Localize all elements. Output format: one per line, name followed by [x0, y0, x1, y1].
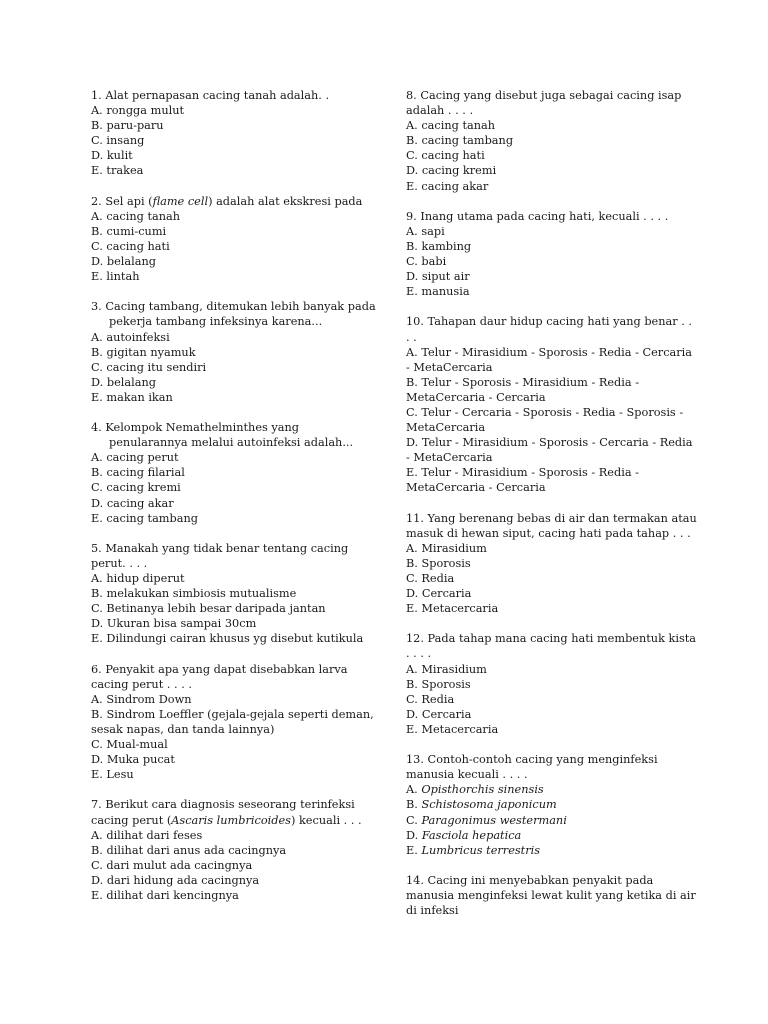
question-7 [91, 797, 381, 903]
question-9-option-e: E. manusia [406, 285, 470, 299]
question-10-text: 10. Tahapan daur hidup cacing hati yang benar . . . . [406, 315, 693, 344]
question-14-text: 14. Cacing ini menyebabkan penyakit pada manusia menginfeksi lewat kulit yang ketika di air di infeksi [406, 873, 696, 918]
question-5-option-a: A. hidup diperut [91, 572, 185, 585]
question-9-option-c: C. babi [406, 255, 447, 269]
question-12-option-c: C. Redia [406, 692, 455, 706]
left-column [91, 88, 381, 918]
question-13-option-e-name: Lumbricus terrestris [421, 843, 541, 857]
question-13-option-b-prefix: B. [406, 798, 422, 812]
question-12-option-d: D. Cercaria [406, 707, 472, 721]
question-11 [406, 511, 698, 617]
question-2-text-italic: flame cell [152, 194, 209, 208]
question-12-option-e: E. Metacercaria [406, 722, 499, 736]
question-14 [406, 873, 698, 918]
question-4-option-d: D. cacing akar [91, 496, 174, 510]
question-5 [91, 541, 381, 647]
question-6-option-d: D. Muka pucat [91, 753, 175, 767]
question-1 [91, 88, 381, 179]
question-6-option-c: C. Mual-mual [91, 738, 168, 752]
question-4 [91, 420, 381, 526]
question-8-option-b: B. cacing tambang [406, 134, 514, 148]
question-6-option-e: E. Lesu [91, 768, 134, 782]
question-12-option-b: B. Sporosis [406, 677, 471, 691]
question-2-option-a: A. cacing tanah [91, 209, 181, 223]
question-8-option-e: E. cacing akar [406, 179, 489, 193]
question-3-option-a: A. autoinfeksi [91, 330, 170, 344]
question-7-option-a: A. dilihat dari feses [91, 828, 203, 842]
question-5-text: 5. Manakah yang tidak benar tentang cacing perut. . . . [91, 541, 349, 570]
question-10-option-e: E. Telur - Mirasidium - Sporosis - Redia - MetaCercaria - Cercaria [406, 466, 639, 495]
question-6-option-b: B. Sindrom Loeffler (gejala-gejala seperti deman, sesak napas, dan tanda lainnya) [91, 707, 374, 736]
question-8-option-d: D. cacing kremi [406, 164, 497, 178]
question-10-option-a: A. Telur - Mirasidium - Sporosis - Redia - Cercaria - MetaCercaria [406, 345, 693, 374]
question-13-option-e-prefix: E. [406, 843, 422, 857]
question-11-option-a: A. Mirasidium [406, 541, 487, 555]
question-7-text-part-3: ) kecuali . . . [290, 813, 362, 827]
question-3-option-c: C. cacing itu sendiri [91, 360, 207, 374]
question-3-option-b: B. gigitan nyamuk [91, 345, 196, 359]
question-4-option-c: C. cacing kremi [91, 481, 181, 495]
question-12-option-a: A. Mirasidium [406, 662, 487, 676]
question-3 [91, 299, 381, 405]
question-13 [406, 752, 698, 858]
question-9-option-d: D. siput air [406, 270, 470, 284]
question-13-option-b-name: Schistosoma japonicum [421, 798, 557, 812]
question-11-option-e: E. Metacercaria [406, 602, 499, 616]
question-2-option-d: D. belalang [91, 255, 156, 269]
question-7-option-d: D. dari hidung ada cacingnya [91, 873, 260, 887]
question-2-text [91, 194, 381, 209]
question-11-text: 11. Yang berenang bebas di air dan termakan atau masuk di hewan siput, cacing hati pada tahap . . . [406, 511, 697, 540]
question-4-text: 4. Kelompok Nemathelminthes yang penularannya melalui autoinfeksi adalah... [91, 421, 354, 450]
question-13-option-d-prefix: D. [406, 828, 422, 842]
question-7-text-part-1: 7. Berikut cara diagnosis seseorang terinfeksi cacing perut ( [91, 798, 355, 827]
question-3-option-e: E. makan ikan [91, 390, 173, 404]
question-6-text: 6. Penyakit apa yang dapat disebabkan larva cacing perut . . . . [91, 662, 348, 691]
question-1-text: 1. Alat pernapasan cacing tanah adalah. . [91, 89, 330, 102]
question-1-option-b: B. paru-paru [91, 119, 164, 133]
question-7-text-italic: Ascaris lumbricoides [171, 813, 291, 827]
question-7-option-b: B. dilihat dari anus ada cacingnya [91, 843, 287, 857]
question-13-text: 13. Contoh-contoh cacing yang menginfeksi manusia kecuali . . . . [406, 753, 658, 782]
question-6-option-a: A. Sindrom Down [91, 692, 192, 706]
question-8-text: 8. Cacing yang disebut juga sebagai cacing isap adalah . . . . [406, 89, 682, 118]
question-3-text: 3. Cacing tambang, ditemukan lebih banyak pada pekerja tambang infeksinya karena... [91, 300, 376, 329]
question-2-option-e: E. lintah [91, 270, 140, 284]
question-13-option-c [406, 813, 698, 828]
question-8-option-c: C. cacing hati [406, 149, 485, 163]
question-7-text [91, 797, 381, 827]
question-13-option-a-name: Opisthorchis sinensis [421, 783, 544, 797]
question-2 [91, 194, 381, 285]
question-11-option-b: B. Sporosis [406, 556, 471, 570]
question-13-option-c-name: Paragonimus westermani [421, 813, 567, 827]
question-13-option-c-prefix: C. [406, 813, 422, 827]
question-7-option-e: E. dilihat dari kencingnya [91, 888, 239, 902]
right-column [406, 88, 698, 933]
question-2-text-part-3: ) adalah alat ekskresi pada [208, 194, 363, 208]
question-10-option-c: C. Telur - Cercaria - Sporosis - Redia - Sporosis - MetaCercaria [406, 405, 684, 435]
question-12 [406, 631, 698, 737]
question-4-option-b: B. cacing filarial [91, 466, 185, 480]
question-10-option-b: B. Telur - Sporosis - Mirasidium - Redia - MetaCercaria - Cercaria [406, 375, 640, 404]
question-4-option-a: A. cacing perut [91, 451, 179, 465]
question-1-option-d: D. kulit [91, 149, 133, 163]
question-13-option-e [406, 843, 698, 858]
question-10-option-d: D. Telur - Mirasidium - Sporosis - Cercaria - Redia - MetaCercaria [406, 436, 693, 465]
question-13-option-d [406, 828, 698, 843]
question-11-option-c: C. Redia [406, 572, 455, 585]
question-11-option-d: D. Cercaria [406, 587, 472, 601]
question-13-option-d-name: Fasciola hepatica [421, 828, 522, 842]
question-2-option-c: C. cacing hati [91, 239, 170, 253]
question-4-option-e: E. cacing tambang [91, 511, 198, 525]
question-12-text: 12. Pada tahap mana cacing hati membentuk kista . . . . [406, 632, 697, 661]
question-9-option-a: A. sapi [406, 224, 445, 238]
question-3-option-d: D. belalang [91, 375, 156, 389]
question-1-option-c: C. insang [91, 134, 145, 148]
question-2-option-b: B. cumi-cumi [91, 224, 167, 238]
question-13-option-a [406, 782, 698, 797]
question-13-option-b [406, 797, 698, 812]
question-5-option-d: D. Ukuran bisa sampai 30cm [91, 617, 257, 631]
question-8 [406, 88, 698, 194]
question-8-option-a: A. cacing tanah [406, 119, 496, 133]
question-5-option-e: E. Dilindungi cairan khusus yg disebut kutikula [91, 632, 364, 646]
question-9-text: 9. Inang utama pada cacing hati, kecuali . . . . [406, 209, 669, 223]
question-13-option-a-prefix: A. [406, 783, 422, 797]
question-9-option-b: B. kambing [406, 239, 472, 253]
question-9 [406, 209, 698, 300]
question-7-option-c: C. dari mulut ada cacingnya [91, 858, 253, 872]
question-5-option-b: B. melakukan simbiosis mutualisme [91, 587, 297, 601]
question-6 [91, 662, 381, 783]
question-10 [406, 314, 698, 495]
question-2-text-part-1: 2. Sel api ( [91, 194, 153, 208]
question-5-option-c: C. Betinanya lebih besar daripada jantan [91, 602, 326, 616]
question-1-option-a: A. rongga mulut [91, 104, 185, 118]
question-1-option-e: E. trakea [91, 164, 144, 178]
